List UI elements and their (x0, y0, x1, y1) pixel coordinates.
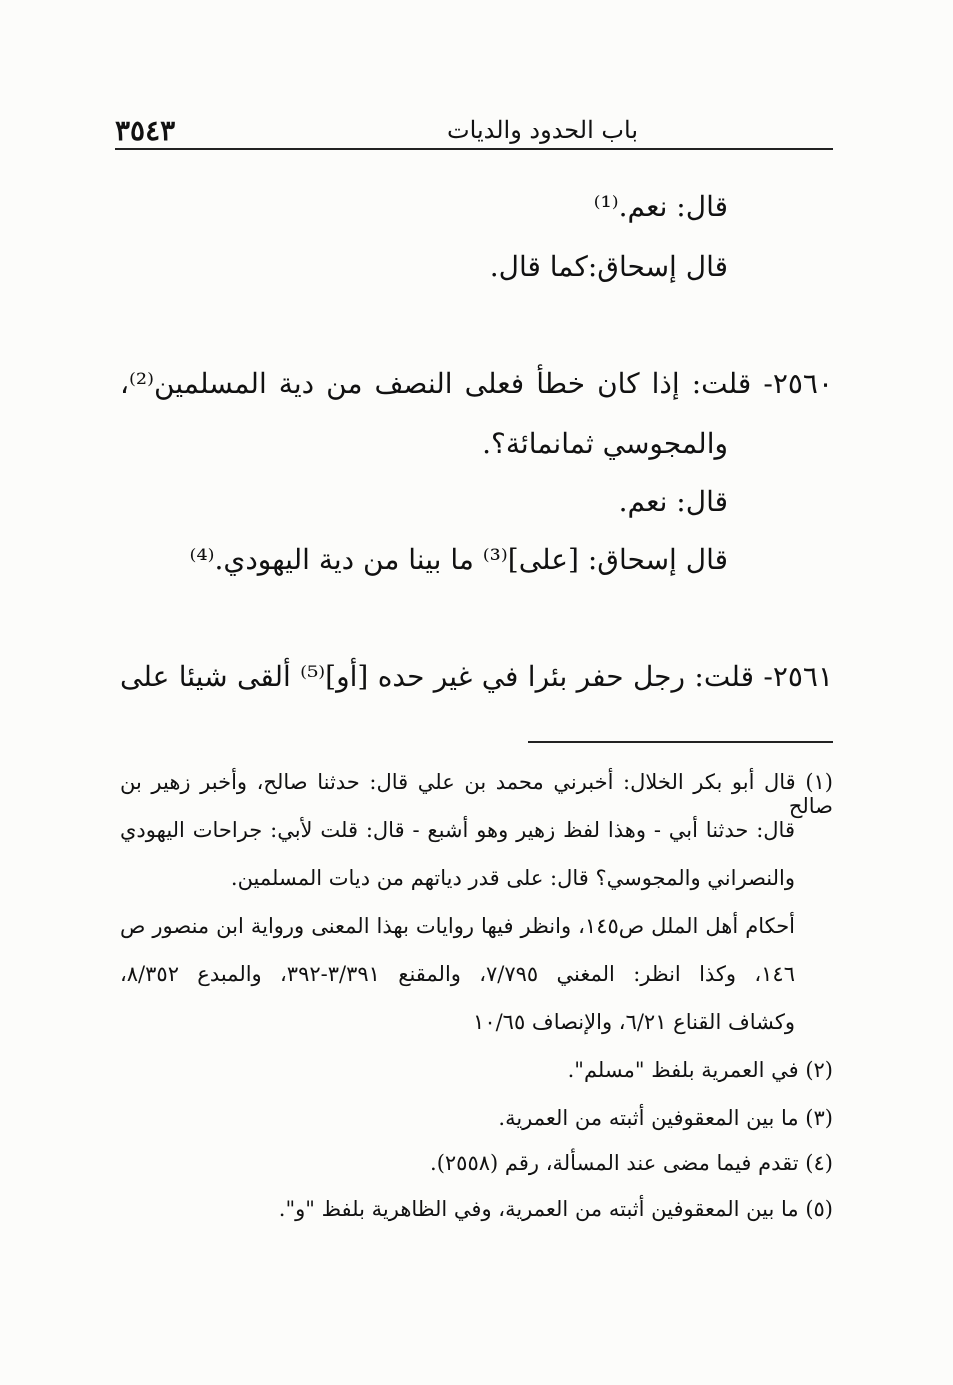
body-line: والمجوسي ثمانمائة؟. (482, 427, 728, 460)
footnote-4: (٤) تقدم فيما مضى عند المسألة، رقم (٢٥٥٨). (430, 1151, 833, 1175)
body-line: قال: نعم.⁽¹⁾ (593, 190, 728, 223)
footnote-3: (٣) ما بين المعقوفين أثبته من العمرية. (498, 1106, 833, 1130)
footnote-5: (٥) ما بين المعقوفين أثبته من العمرية، وفي الظاهرية بلفظ "و". (278, 1197, 833, 1221)
body-line: قال: نعم. (618, 485, 728, 518)
header-rule (115, 148, 833, 150)
running-title: باب الحدود والديات (447, 116, 638, 144)
footnote-1-cont: أحكام أهل الملل ص١٤٥، وانظر فيها روايات بهذا المعنى ورواية ابن منصور ص (120, 914, 796, 938)
page-number: ٣٥٤٣ (115, 114, 176, 147)
footnote-1-cont: ١٤٦، وكذا انظر: المغني ٧/٧٩٥، والمقنع ٣/٣٩١-٣٩٢، والمبدع ٨/٣٥٢، (120, 962, 795, 986)
footnote-1: (١) قال أبو بكر الخلال: أخبرني محمد بن علي قال: حدثنا صالح، وأخبر زهير بن صالح (120, 770, 833, 818)
question-2560: ٢٥٦٠- قلت: إذا كان خطأ فعلى النصف من دية المسلمين⁽²⁾، (120, 367, 833, 400)
footnote-2: (٢) في العمرية بلفظ "مسلم". (567, 1058, 833, 1082)
footnote-1-cont: قال: حدثنا أبي - وهذا لفظ زهير وهو أشبع - قال: قلت لأبي: جراحات اليهودي (120, 818, 795, 842)
question-2561: ٢٥٦١- قلت: رجل حفر بئرا في غير حده [أو]⁽⁵⁾ ألقى شيئا على (120, 660, 833, 693)
body-line: قال إسحاق: [على]⁽³⁾ ما بينا من دية اليهودي.⁽⁴⁾ (189, 543, 728, 576)
footnote-1-cont: وكشاف القناع ٦/٢١، والإنصاف ١٠/٦٥ (473, 1010, 795, 1034)
body-line: قال إسحاق:كما قال. (489, 250, 728, 283)
footnote-1-cont: والنصراني والمجوسي؟ قال: على قدر دياتهم من ديات المسلمين. (230, 866, 795, 890)
footnote-rule (528, 741, 833, 743)
page-header (115, 112, 833, 152)
